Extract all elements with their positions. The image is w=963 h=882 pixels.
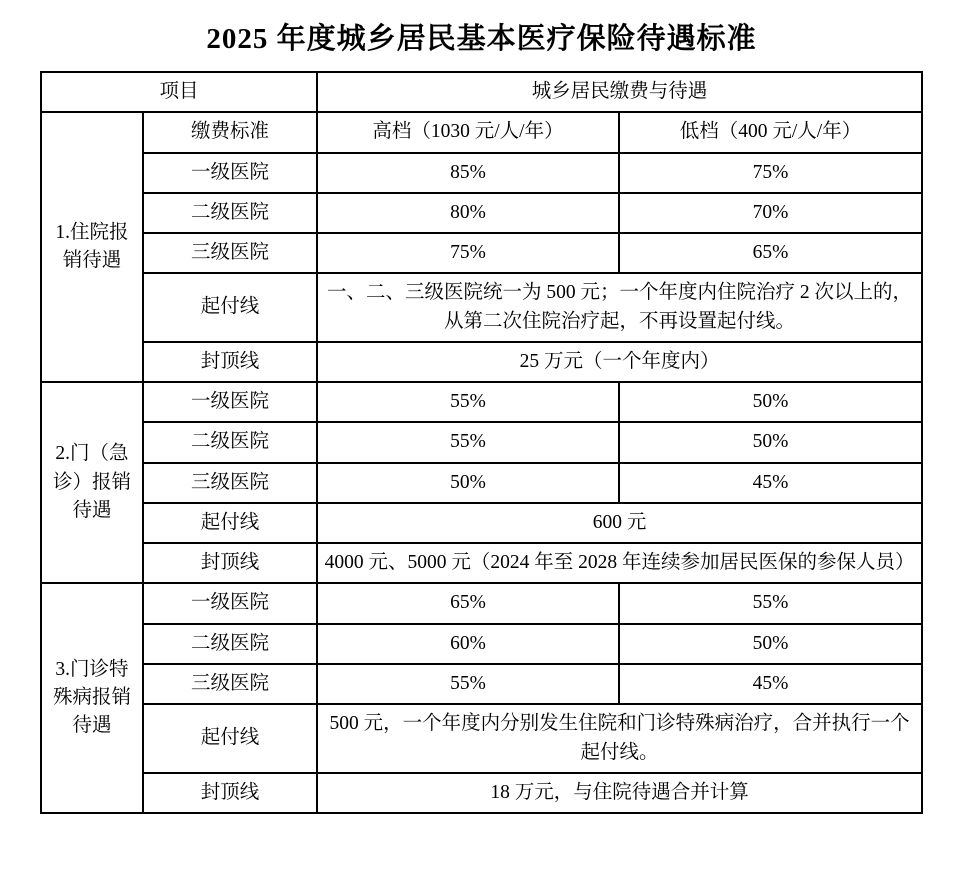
table-row xyxy=(41,664,922,704)
header-col-item: 项目 xyxy=(41,72,317,112)
rate-high: 60% xyxy=(317,624,619,664)
rate-high: 80% xyxy=(317,193,619,233)
benefits-table xyxy=(40,71,923,814)
header-high-tier: 高档（1030 元/人/年） xyxy=(317,112,619,152)
rate-high: 75% xyxy=(317,233,619,273)
hospital-level-3: 三级医院 xyxy=(143,664,317,704)
hospital-level-2: 二级医院 xyxy=(143,624,317,664)
header-col-main: 城乡居民缴费与待遇 xyxy=(317,72,922,112)
rate-low: 75% xyxy=(619,153,922,193)
hospital-level-3: 三级医院 xyxy=(143,233,317,273)
page-title: 2025 年度城乡居民基本医疗保险待遇标准 xyxy=(206,23,757,55)
rate-low: 50% xyxy=(619,624,922,664)
hospital-level-2: 二级医院 xyxy=(143,193,317,233)
deductible-label: 起付线 xyxy=(143,704,317,773)
cap-value: 18 万元，与住院待遇合并计算 xyxy=(317,773,922,813)
rate-high: 55% xyxy=(317,382,619,422)
table-row xyxy=(41,503,922,543)
rate-high: 85% xyxy=(317,153,619,193)
rate-high: 65% xyxy=(317,583,619,623)
cap-value: 4000 元、5000 元（2024 年至 2028 年连续参加居民医保的参保人员） xyxy=(317,543,922,583)
rate-high: 50% xyxy=(317,463,619,503)
cap-label: 封顶线 xyxy=(143,773,317,813)
rate-low: 50% xyxy=(619,382,922,422)
table-header-row xyxy=(41,72,922,112)
table-row xyxy=(41,422,922,462)
table-row xyxy=(41,543,922,583)
hospital-level-3: 三级医院 xyxy=(143,463,317,503)
rate-high: 55% xyxy=(317,422,619,462)
deductible-value: 一、二、三级医院统一为 500 元；一个年度内住院治疗 2 次以上的，从第二次住院治疗起，不再设置起付线。 xyxy=(317,273,922,342)
category-special-outpatient: 3.门诊特殊病报销待遇 xyxy=(41,583,143,813)
category-outpatient: 2.门（急诊）报销待遇 xyxy=(41,382,143,583)
rate-low: 55% xyxy=(619,583,922,623)
hospital-level-2: 二级医院 xyxy=(143,422,317,462)
hospital-level-1: 一级医院 xyxy=(143,153,317,193)
rate-low: 65% xyxy=(619,233,922,273)
table-row xyxy=(41,342,922,382)
deductible-value: 500 元，一个年度内分别发生住院和门诊特殊病治疗，合并执行一个起付线。 xyxy=(317,704,922,773)
table-row xyxy=(41,624,922,664)
rate-low: 70% xyxy=(619,193,922,233)
table-row xyxy=(41,273,922,342)
rate-low: 45% xyxy=(619,463,922,503)
hospital-level-1: 一级医院 xyxy=(143,382,317,422)
table-row xyxy=(41,233,922,273)
rate-high: 55% xyxy=(317,664,619,704)
table-row xyxy=(41,112,922,152)
header-low-tier: 低档（400 元/人/年） xyxy=(619,112,922,152)
category-inpatient: 1.住院报销待遇 xyxy=(41,112,143,382)
rate-low: 45% xyxy=(619,664,922,704)
cap-value: 25 万元（一个年度内） xyxy=(317,342,922,382)
cap-label: 封顶线 xyxy=(143,342,317,382)
table-row xyxy=(41,153,922,193)
table-row xyxy=(41,193,922,233)
hospital-level-1: 一级医院 xyxy=(143,583,317,623)
deductible-label: 起付线 xyxy=(143,503,317,543)
payment-standard-label: 缴费标准 xyxy=(143,112,317,152)
deductible-value: 600 元 xyxy=(317,503,922,543)
deductible-label: 起付线 xyxy=(143,273,317,342)
cap-label: 封顶线 xyxy=(143,543,317,583)
rate-low: 50% xyxy=(619,422,922,462)
table-row xyxy=(41,704,922,773)
table-row xyxy=(41,463,922,503)
table-row xyxy=(41,382,922,422)
table-row xyxy=(41,773,922,813)
table-row xyxy=(41,583,922,623)
